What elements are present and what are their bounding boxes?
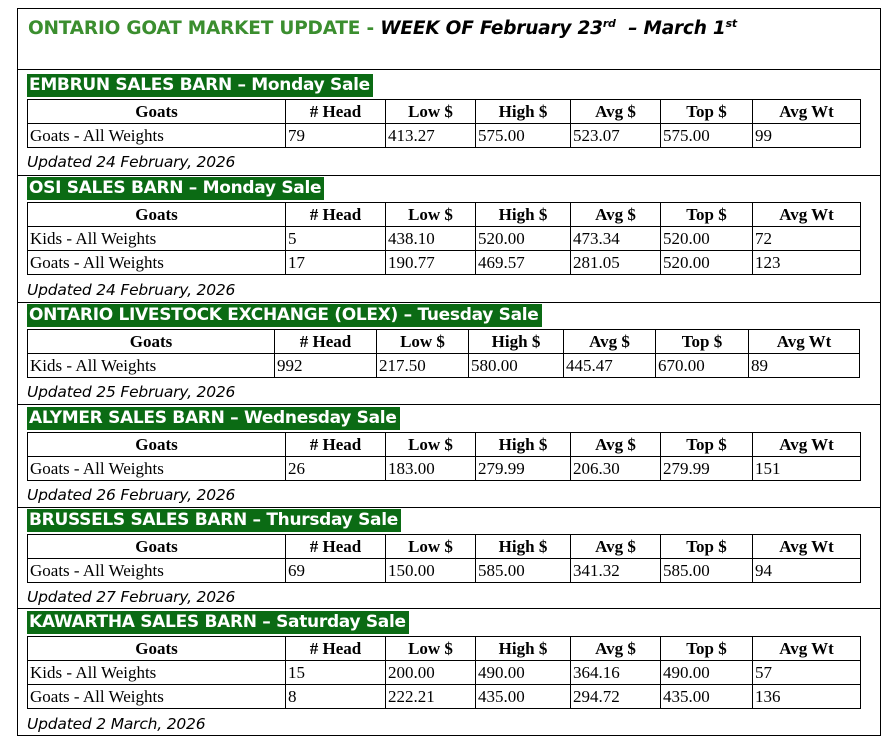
col-header-avg: Avg $ <box>571 100 661 124</box>
col-header-high: High $ <box>476 203 571 227</box>
cell-high: 279.99 <box>476 457 571 481</box>
cell-avg: 445.47 <box>564 354 656 378</box>
market-table-kawartha <box>27 636 861 709</box>
cell-class: Kids - All Weights <box>28 227 286 251</box>
cell-head: 17 <box>286 251 386 275</box>
cell-high: 469.57 <box>476 251 571 275</box>
cell-avg-wt: 136 <box>753 685 861 709</box>
cell-head: 992 <box>275 354 377 378</box>
col-header-avg-wt: Avg Wt <box>749 330 860 354</box>
col-header-goats: Goats <box>28 203 286 227</box>
cell-avg-wt: 151 <box>753 457 861 481</box>
col-header-head: # Head <box>275 330 377 354</box>
updated-date-embrun: Updated 24 February, 2026 <box>27 153 236 171</box>
col-header-avg-wt: Avg Wt <box>753 433 861 457</box>
cell-avg: 341.32 <box>571 559 661 583</box>
cell-head: 8 <box>286 685 386 709</box>
col-header-top: Top $ <box>661 203 753 227</box>
section-banner-embrun: EMBRUN SALES BARN – Monday Sale <box>27 74 373 97</box>
col-header-low: Low $ <box>386 433 476 457</box>
cell-low: 183.00 <box>386 457 476 481</box>
section-banner-kawartha: KAWARTHA SALES BARN – Saturday Sale <box>27 611 409 634</box>
title-row <box>18 9 880 70</box>
col-header-low: Low $ <box>386 100 476 124</box>
cell-avg-wt: 89 <box>749 354 860 378</box>
cell-head: 5 <box>286 227 386 251</box>
cell-low: 217.50 <box>377 354 469 378</box>
cell-avg: 473.34 <box>571 227 661 251</box>
table-header-row <box>28 535 861 559</box>
cell-top: 520.00 <box>661 251 753 275</box>
cell-top: 279.99 <box>661 457 753 481</box>
col-header-head: # Head <box>286 637 386 661</box>
table-header-row <box>28 100 861 124</box>
cell-avg-wt: 57 <box>753 661 861 685</box>
col-header-high: High $ <box>469 330 564 354</box>
cell-low: 200.00 <box>386 661 476 685</box>
market-table-alymer <box>27 432 861 481</box>
cell-class: Kids - All Weights <box>28 661 286 685</box>
col-header-low: Low $ <box>386 637 476 661</box>
col-header-avg-wt: Avg Wt <box>753 535 861 559</box>
updated-date-brussels: Updated 27 February, 2026 <box>27 588 236 606</box>
cell-class: Goats - All Weights <box>28 124 286 148</box>
cell-high: 435.00 <box>476 685 571 709</box>
market-table-brussels <box>27 534 861 583</box>
col-header-high: High $ <box>476 433 571 457</box>
cell-avg-wt: 123 <box>753 251 861 275</box>
section-separator <box>18 507 880 508</box>
title-week: WEEK OF February 23rd – March 1st <box>380 17 737 39</box>
col-header-low: Low $ <box>386 203 476 227</box>
col-header-avg: Avg $ <box>564 330 656 354</box>
cell-avg-wt: 99 <box>753 124 861 148</box>
table-row <box>28 124 861 148</box>
page-title <box>28 18 737 39</box>
section-banner-olex: ONTARIO LIVESTOCK EXCHANGE (OLEX) – Tuesday Sale <box>27 304 542 327</box>
cell-class: Goats - All Weights <box>28 457 286 481</box>
cell-avg: 281.05 <box>571 251 661 275</box>
section-banner-alymer: ALYMER SALES BARN – Wednesday Sale <box>27 407 400 430</box>
col-header-top: Top $ <box>661 535 753 559</box>
cell-top: 490.00 <box>661 661 753 685</box>
col-header-head: # Head <box>286 203 386 227</box>
market-table-olex <box>27 329 860 378</box>
table-row <box>28 354 860 378</box>
market-table-osi <box>27 202 861 275</box>
col-header-head: # Head <box>286 100 386 124</box>
updated-date-alymer: Updated 26 February, 2026 <box>27 486 236 504</box>
col-header-avg: Avg $ <box>571 637 661 661</box>
table-header-row <box>28 203 861 227</box>
col-header-goats: Goats <box>28 100 286 124</box>
cell-high: 585.00 <box>476 559 571 583</box>
title-market: ONTARIO GOAT MARKET UPDATE - <box>28 18 381 39</box>
updated-date-olex: Updated 25 February, 2026 <box>27 383 236 401</box>
cell-top: 585.00 <box>661 559 753 583</box>
cell-low: 190.77 <box>386 251 476 275</box>
col-header-top: Top $ <box>661 637 753 661</box>
cell-top: 520.00 <box>661 227 753 251</box>
table-row <box>28 559 861 583</box>
updated-date-osi: Updated 24 February, 2026 <box>27 281 236 299</box>
cell-avg: 523.07 <box>571 124 661 148</box>
col-header-goats: Goats <box>28 637 286 661</box>
col-header-avg-wt: Avg Wt <box>753 100 861 124</box>
section-separator <box>18 302 880 303</box>
table-row <box>28 251 861 275</box>
section-separator <box>18 608 880 609</box>
cell-top: 670.00 <box>656 354 749 378</box>
cell-avg: 294.72 <box>571 685 661 709</box>
table-row <box>28 685 861 709</box>
cell-head: 15 <box>286 661 386 685</box>
col-header-head: # Head <box>286 433 386 457</box>
cell-top: 435.00 <box>661 685 753 709</box>
col-header-head: # Head <box>286 535 386 559</box>
col-header-goats: Goats <box>28 330 275 354</box>
col-header-goats: Goats <box>28 535 286 559</box>
cell-high: 490.00 <box>476 661 571 685</box>
table-header-row <box>28 433 861 457</box>
table-row <box>28 661 861 685</box>
cell-avg-wt: 72 <box>753 227 861 251</box>
cell-avg: 364.16 <box>571 661 661 685</box>
col-header-top: Top $ <box>661 100 753 124</box>
cell-high: 580.00 <box>469 354 564 378</box>
cell-class: Goats - All Weights <box>28 685 286 709</box>
col-header-low: Low $ <box>386 535 476 559</box>
section-banner-osi: OSI SALES BARN – Monday Sale <box>27 177 324 200</box>
col-header-goats: Goats <box>28 433 286 457</box>
cell-avg-wt: 94 <box>753 559 861 583</box>
cell-low: 413.27 <box>386 124 476 148</box>
cell-head: 69 <box>286 559 386 583</box>
cell-class: Goats - All Weights <box>28 251 286 275</box>
section-separator <box>18 175 880 176</box>
col-header-avg: Avg $ <box>571 203 661 227</box>
cell-high: 575.00 <box>476 124 571 148</box>
cell-low: 150.00 <box>386 559 476 583</box>
updated-date-kawartha: Updated 2 March, 2026 <box>27 715 206 733</box>
cell-high: 520.00 <box>476 227 571 251</box>
table-header-row <box>28 330 860 354</box>
col-header-high: High $ <box>476 100 571 124</box>
cell-avg: 206.30 <box>571 457 661 481</box>
cell-class: Goats - All Weights <box>28 559 286 583</box>
cell-head: 26 <box>286 457 386 481</box>
col-header-high: High $ <box>476 535 571 559</box>
col-header-avg: Avg $ <box>571 433 661 457</box>
section-separator <box>18 404 880 405</box>
table-header-row <box>28 637 861 661</box>
section-banner-brussels: BRUSSELS SALES BARN – Thursday Sale <box>27 509 401 532</box>
cell-low: 438.10 <box>386 227 476 251</box>
cell-head: 79 <box>286 124 386 148</box>
table-row <box>28 457 861 481</box>
cell-top: 575.00 <box>661 124 753 148</box>
col-header-avg: Avg $ <box>571 535 661 559</box>
cell-low: 222.21 <box>386 685 476 709</box>
col-header-top: Top $ <box>656 330 749 354</box>
col-header-avg-wt: Avg Wt <box>753 203 861 227</box>
cell-class: Kids - All Weights <box>28 354 275 378</box>
table-row <box>28 227 861 251</box>
col-header-high: High $ <box>476 637 571 661</box>
col-header-top: Top $ <box>661 433 753 457</box>
col-header-avg-wt: Avg Wt <box>753 637 861 661</box>
market-table-embrun <box>27 99 861 148</box>
col-header-low: Low $ <box>377 330 469 354</box>
